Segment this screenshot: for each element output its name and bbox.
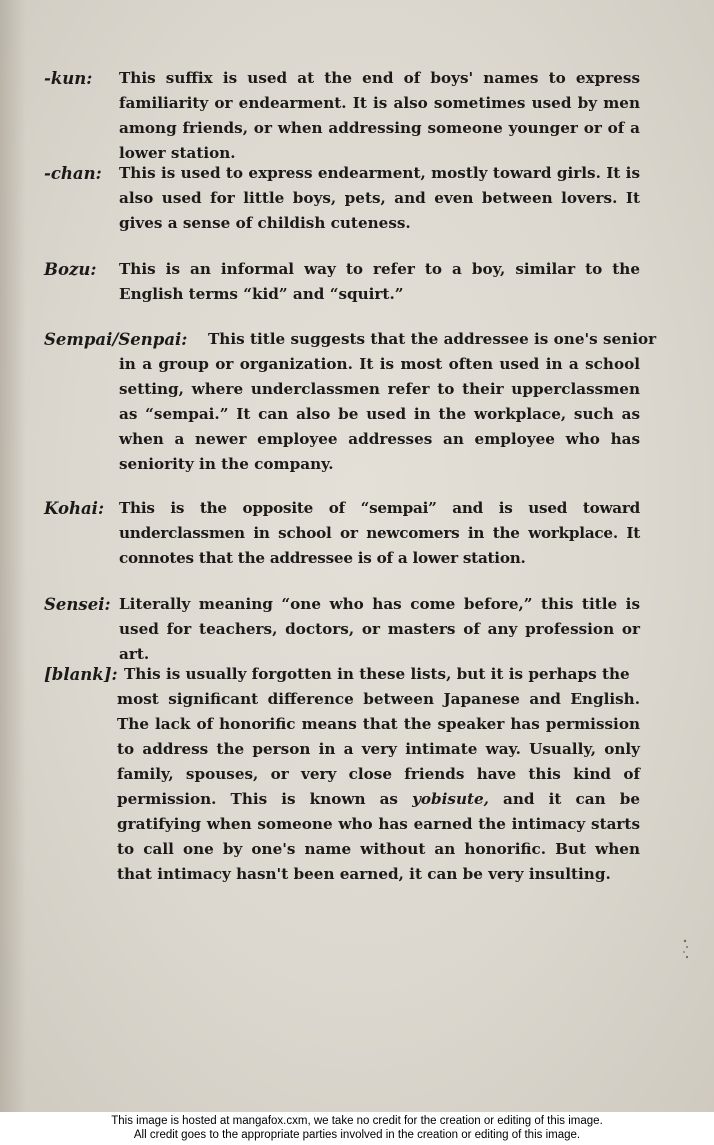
definition-blank-lead: This is usually forgotten in these lists, but it is perhaps the	[124, 665, 630, 683]
term-sensei: Sensei:	[44, 595, 111, 614]
hosting-disclaimer	[0, 1112, 714, 1145]
definition-blank-part1: most significant difference between Japanese and English. The lack of honorific means that the speaker has permission to address the person in a very intimate way. Usually, only family, spouses, or very close friends have this kind of permission. This is known as	[117, 690, 640, 808]
definition-blank-part2: and it can be gratifying when someone who has earned the intimacy starts to call one by one's name without an honorific. But when that intimacy hasn't been earned, it can be very insulting.	[117, 790, 640, 883]
term-sempai: Sempai/Senpai:	[44, 330, 188, 349]
definition-blank	[117, 687, 640, 887]
term-kun: -kun:	[44, 69, 93, 88]
term-chan: -chan:	[44, 164, 102, 183]
definition-sempai: in a group or organization. It is most often used in a school setting, where underclassmen refer to their upperclassmen as “sempai.” It can also be used in the workplace, such as when a newer employee addresses an employee who has seniority in the company.	[119, 355, 640, 473]
disclaimer-line-2: All credit goes to the appropriate parties involved in the creation or editing of this image.	[133, 1129, 581, 1141]
disclaimer-line-1: This image is hosted at mangafox.cxm, we take no credit for the creation or editing of this image.	[111, 1115, 603, 1127]
definition-blank-yobisute: yobisute,	[412, 790, 489, 808]
term-bozu: Bozu:	[44, 260, 97, 279]
definition-chan: This is used to express endearment, mostly toward girls. It is also used for little boys, pets, and even between lovers. It gives a sense of childish cuteness.	[119, 164, 640, 232]
term-blank: [blank]:	[44, 665, 118, 684]
definition-bozu: This is an informal way to refer to a boy, similar to the English terms “kid” and “squirt.”	[119, 260, 640, 303]
definition-kohai: This is the opposite of “sempai” and is used toward underclassmen in school or newcomers in the workplace. It connotes that the addressee is of a lower station.	[119, 499, 640, 567]
definition-sensei: Literally meaning “one who has come before,” this title is used for teachers, doctors, or masters of any profession or art.	[119, 595, 640, 663]
definition-kun: This suffix is used at the end of boys' names to express familiarity or endearment. It is also sometimes used by men among friends, or when addressing someone younger or of a lower station.	[119, 69, 640, 162]
page-speck	[682, 938, 690, 960]
definition-sempai-lead: This title suggests that the addressee is one's senior	[208, 330, 657, 348]
term-kohai: Kohai:	[44, 499, 105, 518]
